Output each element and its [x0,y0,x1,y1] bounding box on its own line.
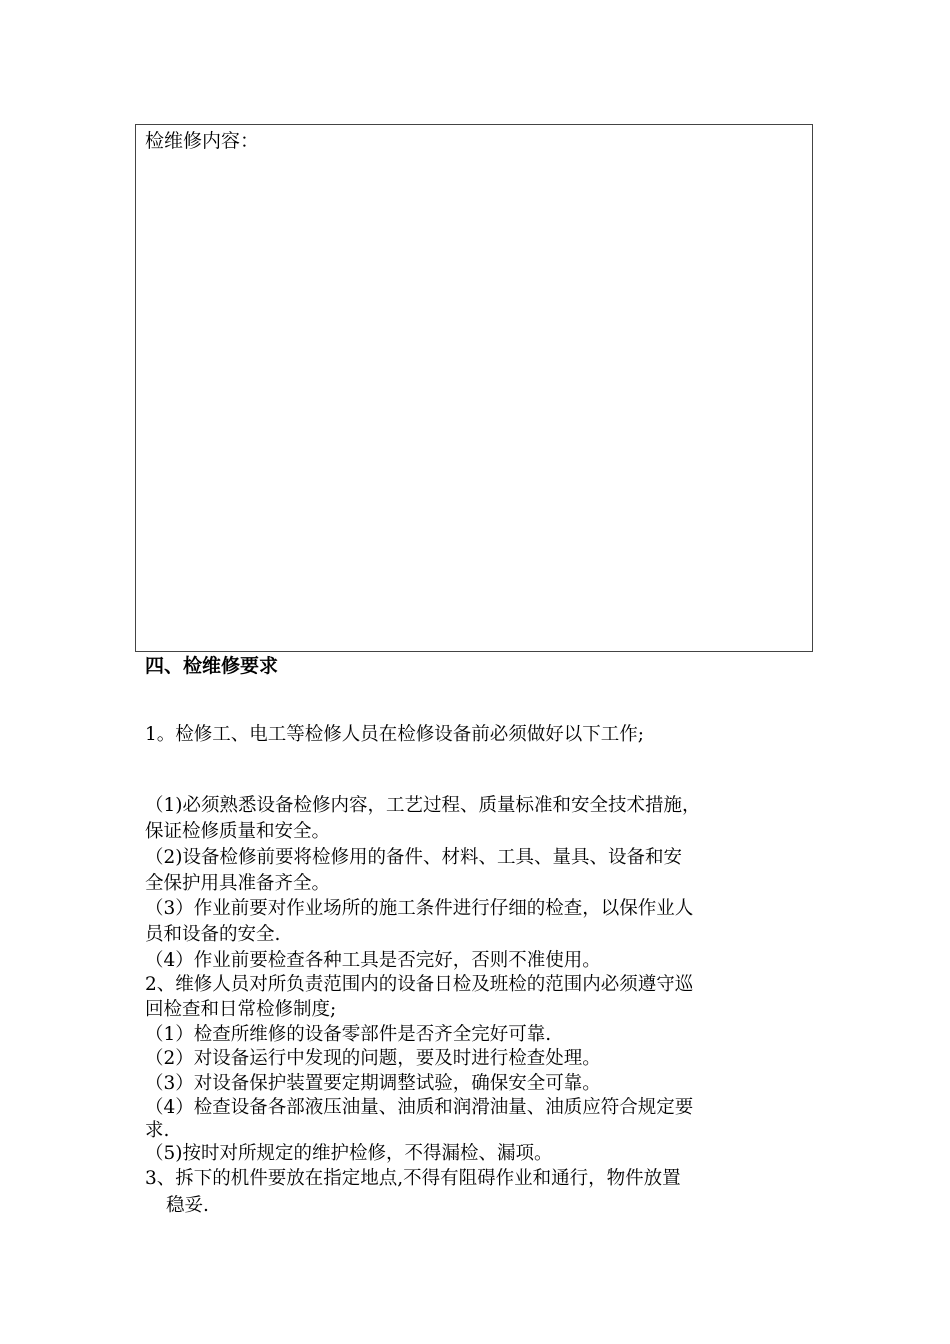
requirement-2-heading-line-2: 回检查和日常检修制度; [145,999,337,1020]
requirement-1-item-4: （4）作业前要检查各种工具是否完好，否则不准使用。 [145,950,601,971]
requirement-2-item-3: （3）对设备保护装置要定期调整试验，确保安全可靠。 [145,1073,601,1094]
requirement-1-item-2-line-2: 全保护用具准备齐全。 [145,873,331,894]
requirement-1-item-2-line-1: （2)设备检修前要将检修用的备件、材料、工具、量具、设备和安 [145,847,682,868]
requirement-3-line-2: 稳妥. [166,1195,209,1216]
requirement-2-item-4-line-1: （4）检查设备各部液压油量、油质和润滑油量、油质应符合规定要 [145,1097,694,1118]
maintenance-content-label: 检维修内容： [145,130,260,152]
requirement-2-item-2: （2）对设备运行中发现的问题，要及时进行检查处理。 [145,1048,601,1069]
requirement-1-item-3-line-2: 员和设备的安全. [145,924,281,945]
requirement-2-item-4-line-2: 求. [145,1120,170,1141]
requirement-2-heading-line-1: 2、维修人员对所负责范围内的设备日检及班检的范围内必须遵守巡 [145,974,694,995]
requirement-2-item-1: （1）检查所维修的设备零部件是否齐全完好可靠. [145,1024,552,1045]
requirement-1-item-3-line-1: （3）作业前要对作业场所的施工条件进行仔细的检查，以保作业人 [145,898,694,919]
requirement-1-heading: 1。检修工、电工等检修人员在检修设备前必须做好以下工作; [145,724,645,745]
section-title: 四、检维修要求 [145,655,279,677]
requirement-1-item-1-line-1: （1)必须熟悉设备检修内容，工艺过程、质量标准和安全技术措施， [145,795,701,816]
requirement-3-line-1: 3、拆下的机件要放在指定地点,不得有阻碍作业和通行，物件放置 [145,1168,681,1189]
requirement-1-item-1-line-2: 保证检修质量和安全。 [145,821,331,842]
requirement-2-item-5: （5)按时对所规定的维护检修，不得漏检、漏项。 [145,1143,553,1164]
maintenance-content-box [135,124,813,652]
